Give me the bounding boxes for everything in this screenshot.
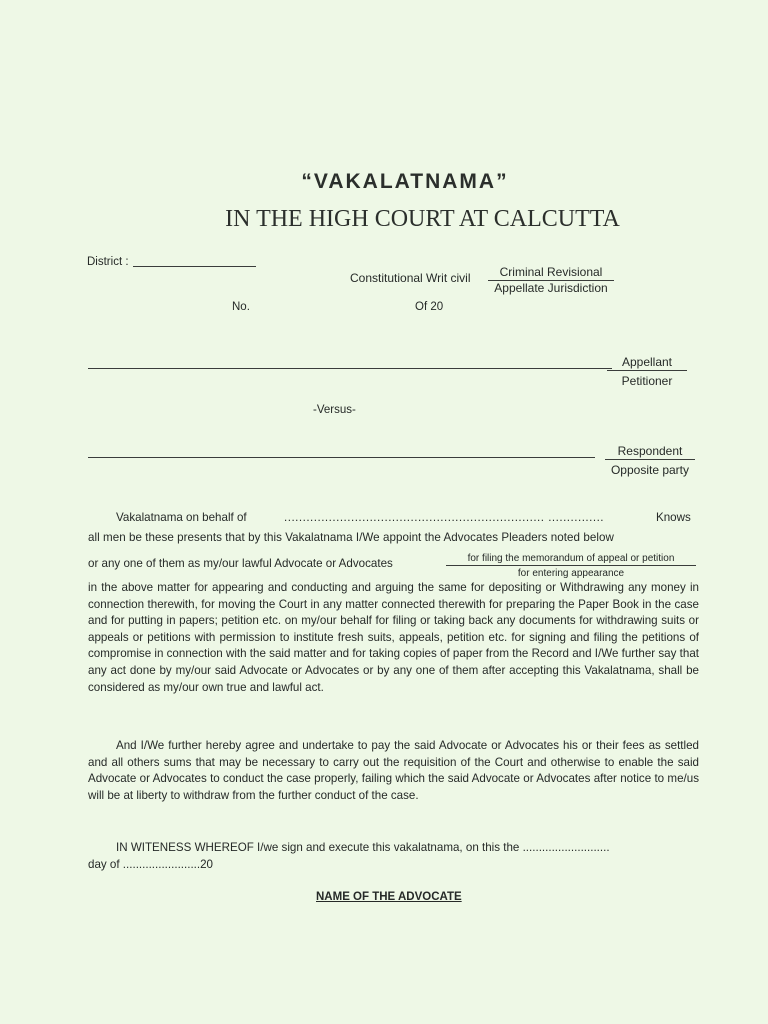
purpose-appearance: for entering appearance (517, 568, 625, 579)
case-no-label: No. (232, 301, 250, 313)
fees-paragraph (88, 738, 699, 804)
advocate-heading: NAME OF THE ADVOCATE (316, 891, 462, 903)
respondent-label: Respondent (605, 444, 695, 460)
lawful-advocate-line: or any one of them as my/our lawful Advocate or Advocates (88, 557, 393, 570)
district-label: District : (87, 256, 129, 268)
jurisdiction-criminal: Criminal Revisional (488, 265, 614, 281)
purpose-stack (446, 553, 696, 579)
appellant-name-line (88, 368, 612, 369)
petitioner-label: Petitioner (621, 374, 673, 388)
respondent-name-line (88, 457, 595, 458)
witness-line: IN WITENESS WHEREOF I/we sign and execute this vakalatnama, on this the ........................... (116, 841, 610, 854)
versus-label: -Versus- (313, 404, 356, 416)
document-title: “VAKALATNAMA” (301, 170, 509, 193)
behalf-of-blank: ...................................................................... ............... (284, 511, 605, 524)
district-blank-line (133, 266, 256, 267)
purpose-filing: for filing the memorandum of appeal or petition (446, 553, 696, 566)
respondent-stack (605, 444, 695, 477)
writ-label: Constitutional Writ civil (350, 271, 471, 285)
appointment-line: all men be these presents that by this Vakalatnama I/We appoint the Advocates Pleaders noted below (88, 531, 614, 544)
authority-paragraph (88, 580, 699, 696)
day-line: day of ........................20 (88, 858, 214, 871)
opposite-party-label: Opposite party (610, 463, 690, 477)
authority-paragraph-text: in the above matter for appearing and conducting and arguing the same for depositing or Withdrawing any money in connection therewith, for moving the Court in any matter connected therewith for preparing the Paper Book in the case and for putting in papers; petition etc. on my/our behalf for filing or taking back any documents for withdrawing suits or appeals or petitions with permission to institute fresh suits, appeals, petition etc. for signing and filing the petitions of compromise in connection with the said matter and for taking copies of paper from the Record and I/We further say that any act done by my/our said Advocate or Advocates or by any one of them after accepting this Vakalatnama, shall be considered as my/our own true and lawful act. (88, 581, 699, 694)
case-year-label: Of 20 (415, 301, 444, 313)
appellant-label: Appellant (607, 355, 687, 371)
knows-label: Knows (656, 511, 691, 524)
court-name: IN THE HIGH COURT AT CALCUTTA (225, 206, 620, 232)
behalf-of-label: Vakalatnama on behalf of (116, 511, 247, 524)
appellant-stack (607, 355, 687, 388)
jurisdiction-stack (488, 265, 614, 295)
jurisdiction-appellate: Appellate Jurisdiction (494, 281, 608, 295)
fees-paragraph-text: And I/We further hereby agree and undertake to pay the said Advocate or Advocates his or their fees as settled and all others sums that may be necessary to carry out the requisition of the Court and otherwise to enable the said Advocate or Advocates to conduct the case properly, failing which the said Advocate or Advocates after notice to me/us will be at liberty to withdraw from the further conduct of the case. (88, 739, 699, 802)
